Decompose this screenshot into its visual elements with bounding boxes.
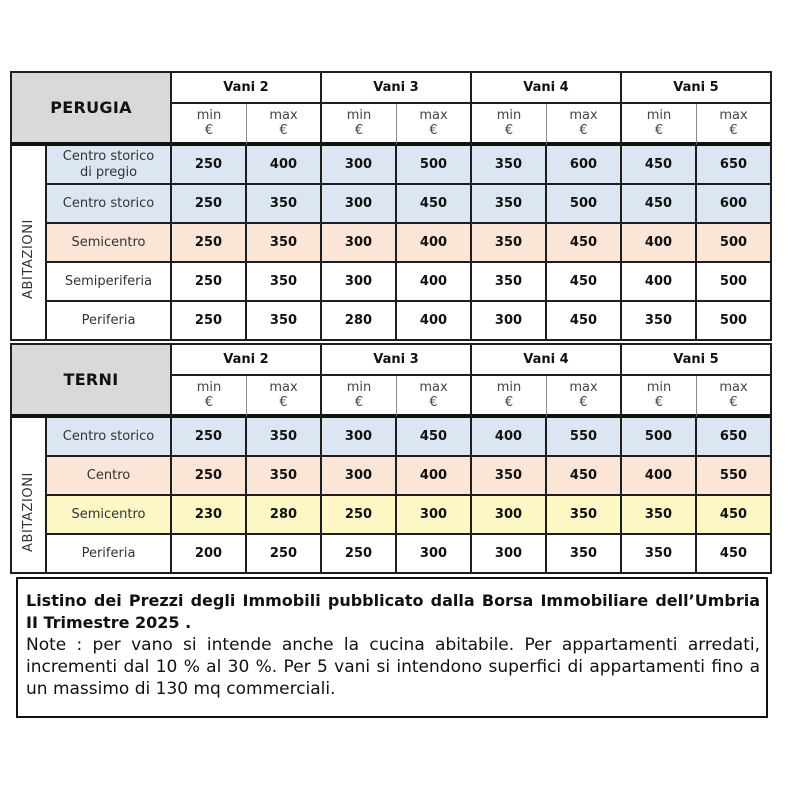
price-value: 450 xyxy=(697,535,772,574)
note-box xyxy=(16,577,768,718)
price-value: 650 xyxy=(697,146,772,185)
min-price-header xyxy=(172,104,247,146)
price-value: 450 xyxy=(622,185,697,224)
zone-label: Centro storico di pregio xyxy=(47,146,172,185)
zone-label: Centro storico xyxy=(47,418,172,457)
note-period: II Trimestre 2025 . xyxy=(26,613,192,632)
price-value: 350 xyxy=(472,224,547,263)
max-price-header xyxy=(697,376,772,418)
min-label: min xyxy=(196,108,222,123)
rooms-header: Vani 5 xyxy=(622,73,772,104)
max-label: max xyxy=(269,108,298,123)
price-value: 350 xyxy=(622,496,697,535)
perugia-price-table xyxy=(10,71,772,341)
currency-label: € xyxy=(729,395,738,410)
max-label: max xyxy=(719,380,748,395)
city-header: TERNI xyxy=(12,345,172,418)
price-value: 350 xyxy=(472,457,547,496)
category-label: ABITAZIONI xyxy=(21,471,36,552)
currency-label: € xyxy=(729,123,738,138)
price-value: 300 xyxy=(472,302,547,341)
category-cell xyxy=(12,418,47,574)
max-label: max xyxy=(419,380,448,395)
price-value: 450 xyxy=(397,418,472,457)
price-value: 550 xyxy=(697,457,772,496)
currency-label: € xyxy=(579,395,588,410)
price-value: 500 xyxy=(622,418,697,457)
note-title: Listino dei Prezzi degli Immobili pubblicato dalla Borsa Immobiliare dell’Umbria xyxy=(26,591,760,610)
zone-label: Centro xyxy=(47,457,172,496)
price-value: 450 xyxy=(547,457,622,496)
rooms-header: Vani 3 xyxy=(322,73,472,104)
max-price-header xyxy=(697,104,772,146)
max-price-header xyxy=(247,376,322,418)
currency-label: € xyxy=(204,123,214,138)
price-value: 500 xyxy=(697,263,772,302)
price-value: 250 xyxy=(172,185,247,224)
price-value: 350 xyxy=(247,457,322,496)
rooms-header: Vani 2 xyxy=(172,73,322,104)
price-value: 250 xyxy=(172,457,247,496)
price-value: 250 xyxy=(322,535,397,574)
price-value: 300 xyxy=(322,457,397,496)
price-value: 250 xyxy=(322,496,397,535)
min-price-header xyxy=(472,104,547,146)
price-value: 350 xyxy=(622,535,697,574)
price-value: 400 xyxy=(472,418,547,457)
currency-label: € xyxy=(654,123,664,138)
max-label: max xyxy=(569,380,598,395)
price-value: 550 xyxy=(547,418,622,457)
price-value: 250 xyxy=(172,263,247,302)
min-price-header xyxy=(472,376,547,418)
zone-label: Periferia xyxy=(47,302,172,341)
rooms-header: Vani 3 xyxy=(322,345,472,376)
price-value: 350 xyxy=(547,535,622,574)
min-label: min xyxy=(346,380,372,395)
price-value: 450 xyxy=(547,302,622,341)
max-label: max xyxy=(419,108,448,123)
price-value: 500 xyxy=(697,224,772,263)
price-value: 400 xyxy=(622,263,697,302)
category-label: ABITAZIONI xyxy=(21,219,36,300)
price-value: 500 xyxy=(397,146,472,185)
price-value: 400 xyxy=(397,224,472,263)
min-label: min xyxy=(496,380,522,395)
city-header: PERUGIA xyxy=(12,73,172,146)
min-price-header xyxy=(172,376,247,418)
price-value: 500 xyxy=(697,302,772,341)
price-value: 300 xyxy=(397,535,472,574)
currency-label: € xyxy=(654,395,664,410)
price-value: 350 xyxy=(247,263,322,302)
price-value: 300 xyxy=(397,496,472,535)
max-label: max xyxy=(569,108,598,123)
max-price-header xyxy=(397,104,472,146)
price-value: 280 xyxy=(247,496,322,535)
currency-label: € xyxy=(279,395,288,410)
price-value: 450 xyxy=(547,224,622,263)
price-value: 600 xyxy=(547,146,622,185)
min-label: min xyxy=(646,108,672,123)
price-value: 350 xyxy=(472,185,547,224)
price-value: 400 xyxy=(622,224,697,263)
price-value: 350 xyxy=(547,496,622,535)
max-price-header xyxy=(547,104,622,146)
max-price-header xyxy=(397,376,472,418)
price-value: 300 xyxy=(322,185,397,224)
price-value: 400 xyxy=(247,146,322,185)
price-value: 400 xyxy=(397,457,472,496)
price-value: 350 xyxy=(247,302,322,341)
min-label: min xyxy=(646,380,672,395)
currency-label: € xyxy=(504,395,514,410)
currency-label: € xyxy=(204,395,214,410)
price-value: 300 xyxy=(322,146,397,185)
currency-label: € xyxy=(354,395,364,410)
max-price-header xyxy=(247,104,322,146)
zone-label: Semicentro xyxy=(47,224,172,263)
price-value: 230 xyxy=(172,496,247,535)
zone-label: Semiperiferia xyxy=(47,263,172,302)
category-cell xyxy=(12,146,47,341)
price-value: 250 xyxy=(172,224,247,263)
price-value: 250 xyxy=(172,418,247,457)
price-value: 450 xyxy=(697,496,772,535)
rooms-header: Vani 4 xyxy=(472,73,622,104)
price-value: 350 xyxy=(622,302,697,341)
currency-label: € xyxy=(504,123,514,138)
zone-label: Periferia xyxy=(47,535,172,574)
price-value: 300 xyxy=(322,418,397,457)
price-value: 350 xyxy=(247,418,322,457)
price-value: 300 xyxy=(472,496,547,535)
currency-label: € xyxy=(579,123,588,138)
zone-label: Centro storico xyxy=(47,185,172,224)
price-value: 400 xyxy=(397,263,472,302)
price-value: 300 xyxy=(322,224,397,263)
rooms-header: Vani 4 xyxy=(472,345,622,376)
currency-label: € xyxy=(429,123,438,138)
price-value: 280 xyxy=(322,302,397,341)
min-price-header xyxy=(622,376,697,418)
price-value: 300 xyxy=(322,263,397,302)
price-value: 250 xyxy=(247,535,322,574)
price-value: 350 xyxy=(247,185,322,224)
price-value: 400 xyxy=(622,457,697,496)
currency-label: € xyxy=(354,123,364,138)
price-value: 350 xyxy=(247,224,322,263)
min-price-header xyxy=(322,104,397,146)
max-price-header xyxy=(547,376,622,418)
price-value: 350 xyxy=(472,263,547,302)
min-price-header xyxy=(322,376,397,418)
price-value: 600 xyxy=(697,185,772,224)
min-label: min xyxy=(196,380,222,395)
price-value: 200 xyxy=(172,535,247,574)
note-text: Note : per vano si intende anche la cucina abitabile. Per appartamenti arredati, incrementi dal 10 % al 30 %. Per 5 vani si intendono superfici di appartamenti fino a un massimo di 130 mq commerciali. xyxy=(26,635,760,699)
rooms-header: Vani 2 xyxy=(172,345,322,376)
currency-label: € xyxy=(279,123,288,138)
price-value: 450 xyxy=(397,185,472,224)
price-value: 300 xyxy=(472,535,547,574)
price-value: 500 xyxy=(547,185,622,224)
max-label: max xyxy=(719,108,748,123)
rooms-header: Vani 5 xyxy=(622,345,772,376)
min-label: min xyxy=(346,108,372,123)
price-value: 650 xyxy=(697,418,772,457)
min-price-header xyxy=(622,104,697,146)
zone-label: Semicentro xyxy=(47,496,172,535)
price-value: 250 xyxy=(172,302,247,341)
price-value: 450 xyxy=(547,263,622,302)
price-value: 250 xyxy=(172,146,247,185)
terni-price-table xyxy=(10,343,772,574)
currency-label: € xyxy=(429,395,438,410)
max-label: max xyxy=(269,380,298,395)
price-value: 400 xyxy=(397,302,472,341)
price-value: 350 xyxy=(472,146,547,185)
price-value: 450 xyxy=(622,146,697,185)
min-label: min xyxy=(496,108,522,123)
